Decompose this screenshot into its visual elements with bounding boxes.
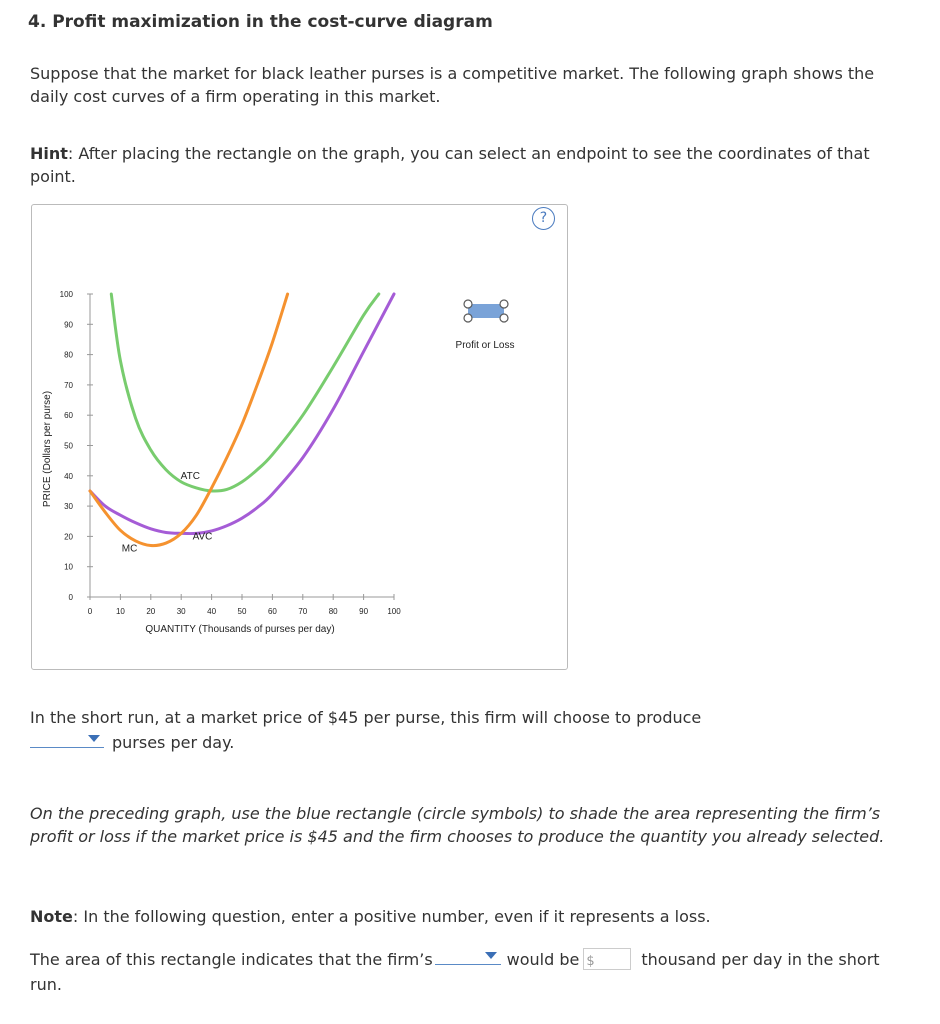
rectangle-handle-icon [500, 314, 508, 322]
y-tick-label: 70 [64, 380, 73, 390]
x-tick-label: 90 [359, 607, 369, 616]
x-tick-label: 50 [237, 607, 247, 616]
note-text [30, 905, 890, 928]
x-tick-label: 80 [328, 607, 338, 616]
chevron-down-icon [485, 952, 497, 959]
rectangle-handle-icon [464, 314, 472, 322]
y-tick-label: 30 [64, 502, 73, 512]
hint-body: : After placing the rectangle on the graph, you can select an endpoint to see the coordinates of that point. [30, 144, 870, 186]
amount-input[interactable] [583, 948, 631, 970]
curve-label-avc: AVC [192, 531, 213, 543]
x-tick-label: 10 [115, 607, 125, 616]
question-2 [30, 946, 910, 997]
y-tick-label: 0 [68, 593, 73, 602]
rectangle-tool-icon[interactable] [464, 300, 508, 322]
y-tick-label: 20 [64, 532, 73, 542]
rectangle-handle-icon [464, 300, 472, 308]
help-icon[interactable]: ? [532, 207, 555, 230]
y-tick-label: 40 [64, 471, 73, 481]
rectangle-handle-icon [500, 300, 508, 308]
curve-label-mc: MC [121, 543, 138, 555]
question-1 [30, 706, 890, 754]
x-tick-label: 0 [87, 607, 93, 616]
tool-label: Profit or Loss [455, 340, 515, 351]
y-axis-label: PRICE (Dollars per purse) [42, 390, 53, 508]
x-tick-label: 40 [207, 607, 217, 616]
y-tick-label: 80 [64, 350, 73, 360]
note-body: : In the following question, enter a positive number, even if it represents a loss. [72, 907, 711, 926]
intro-text: Suppose that the market for black leather purses is a competitive market. The following graph shows the daily cost curves of a firm operating in this market. [30, 64, 875, 106]
x-axis-label: QUANTITY (Thousands of purses per day) [145, 624, 335, 635]
page-title: 4. Profit maximization in the cost-curve diagram [28, 12, 493, 32]
y-tick-label: 10 [64, 562, 73, 572]
y-tick-label: 50 [64, 441, 73, 451]
currency-symbol: $ [586, 953, 595, 969]
x-tick-label: 30 [176, 607, 186, 616]
quantity-dropdown[interactable] [30, 729, 104, 748]
q1-text: In the short run, at a market price of $45 per purse, this firm will choose to produce [30, 708, 702, 727]
curve-atc [111, 294, 379, 491]
profit-loss-dropdown[interactable] [435, 946, 501, 965]
x-tick-label: 20 [146, 607, 156, 616]
instruction-text: On the preceding graph, use the blue rectangle (circle symbols) to shade the area representing the firm’s profit or loss if the market price is $45 and the firm chooses to produce the quantity you already selected. [30, 804, 885, 846]
q2-suffix: thousand per day in the short run. [30, 950, 880, 994]
x-tick-label: 60 [267, 607, 277, 616]
note-label: Note [30, 907, 73, 926]
hint-label: Hint [30, 144, 68, 163]
chart-curves [90, 294, 394, 555]
y-tick-label: 90 [64, 320, 73, 330]
q2-middle: would be [506, 950, 580, 969]
q1-suffix: purses per day. [112, 733, 235, 752]
rectangle-tool-fill [468, 304, 504, 318]
x-tick-label: 100 [387, 607, 401, 616]
x-tick-label: 70 [298, 607, 308, 616]
y-tick-label: 100 [59, 290, 73, 299]
y-tick-label: 60 [64, 411, 73, 421]
chevron-down-icon [88, 735, 100, 742]
q2-text: The area of this rectangle indicates that the firm’s [30, 950, 433, 969]
curve-label-atc: ATC [180, 470, 200, 482]
